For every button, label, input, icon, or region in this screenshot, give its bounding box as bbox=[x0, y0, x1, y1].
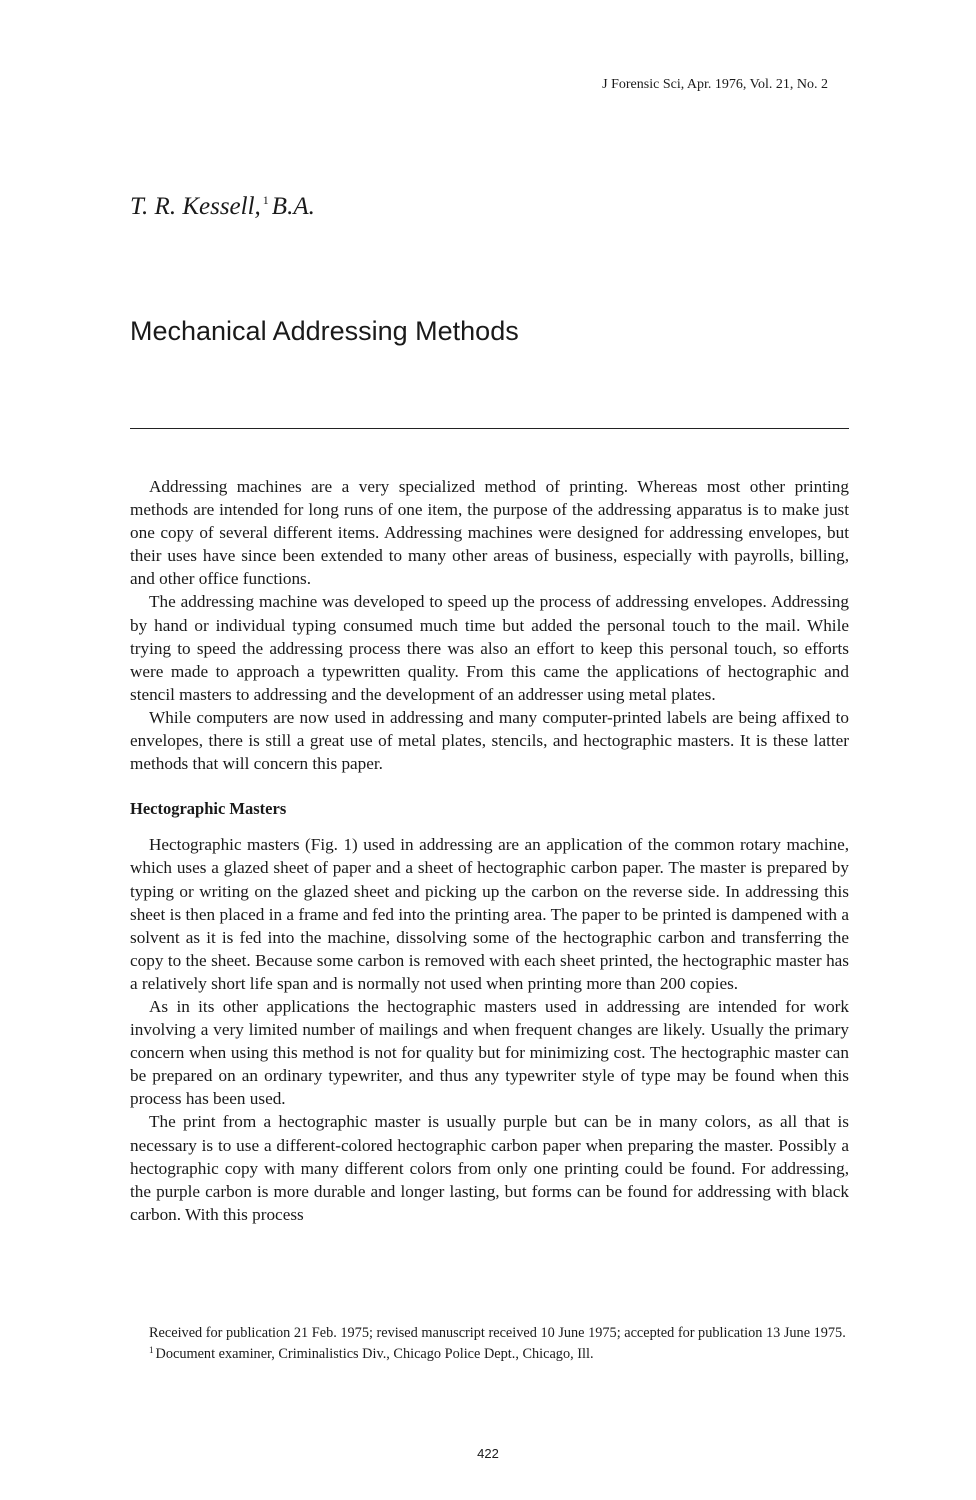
footnotes bbox=[130, 1325, 849, 1363]
intro-paragraph-1: Addressing machines are a very specialized method of printing. Whereas most other printing methods are intended for long runs of one item, the purpose of the addressing apparatus is to make just one copy of several different items. Addressing machines were designed for addressing envelopes, but their uses have since been extended to many other areas of business, especially with payrolls, billing, and other office functions. bbox=[130, 477, 849, 589]
section-paragraph-2: As in its other applications the hectographic masters used in addressing are intended for work involving a very limited number of mailings and when frequent changes are likely. Usually the primary concern when using this method is not for quality but for minimizing cost. The hectographic master can be prepared on an ordinary typewriter, and thus any typewriter style of type may be found when this process has been used. bbox=[130, 996, 849, 1109]
page-number: 422 bbox=[477, 1446, 499, 1461]
intro-paragraph-2: The addressing machine was developed to speed up the process of addressing envelopes. Addressing by hand or individual typing consumed much time but added the personal touch to the mail. While trying to speed the addressing process there was also an effort to keep this personal touch, so efforts were made to approach a typewritten quality. From this came the applications of hectographic and stencil masters to addressing and the development of an addresser using metal plates. bbox=[130, 592, 849, 704]
intro-paragraph-3: While computers are now used in addressing and many computer-printed labels are being affixed to envelopes, there is still a great use of metal plates, stencils, and hectographic masters. It is these latter methods that will concern this paper. bbox=[130, 707, 849, 774]
section-paragraph-3: The print from a hectographic master is usually purple but can be in many colors, as all that is necessary is to use a different-colored hectographic carbon paper when preparing the master. Possibly a hectographic copy with many different colors from only one printing could be found. For addressing, the purple carbon is more durable and longer lasting, but forms can be found for addressing with black carbon. With this process bbox=[130, 1112, 849, 1224]
section-paragraph-1: Hectographic masters (Fig. 1) used in addressing are an application of the common rotary machine, which uses a glazed sheet of paper and a sheet of hectographic carbon paper. The master is prepared by typing or writing on the glazed sheet and picking up the carbon on the reverse side. In addressing this sheet is then placed in a frame and fed into the printing area. The paper to be printed is dampened with a solvent as it is fed into the machine, dissolving some of the hectographic carbon and transferring the copy to the sheet. Because some carbon is removed with each sheet printed, the hectographic master has a relatively short life span and is normally not used when printing more than 200 copies. bbox=[130, 835, 849, 993]
author-name: T. R. Kessell, bbox=[130, 193, 261, 220]
section-heading-hectographic-masters: Hectographic Masters bbox=[130, 799, 287, 819]
journal-reference: J Forensic Sci, Apr. 1976, Vol. 21, No. 2 bbox=[602, 77, 828, 92]
footnote-1-text: Document examiner, Criminalistics Div., Chicago Police Dept., Chicago, Ill. bbox=[155, 1346, 594, 1362]
article-title: Mechanical Addressing Methods bbox=[130, 316, 519, 346]
title-divider bbox=[130, 428, 849, 429]
footnote-1 bbox=[130, 1342, 849, 1363]
author-footnote-mark: 1 bbox=[262, 193, 269, 207]
author-degree: B.A. bbox=[271, 193, 315, 220]
author-line bbox=[130, 193, 315, 221]
footnote-1-mark: 1 bbox=[149, 1345, 154, 1355]
footnote-received: Received for publication 21 Feb. 1975; revised manuscript received 10 June 1975; accepted for publication 13 June 1975. bbox=[149, 1325, 846, 1341]
article-body bbox=[130, 475, 849, 1226]
